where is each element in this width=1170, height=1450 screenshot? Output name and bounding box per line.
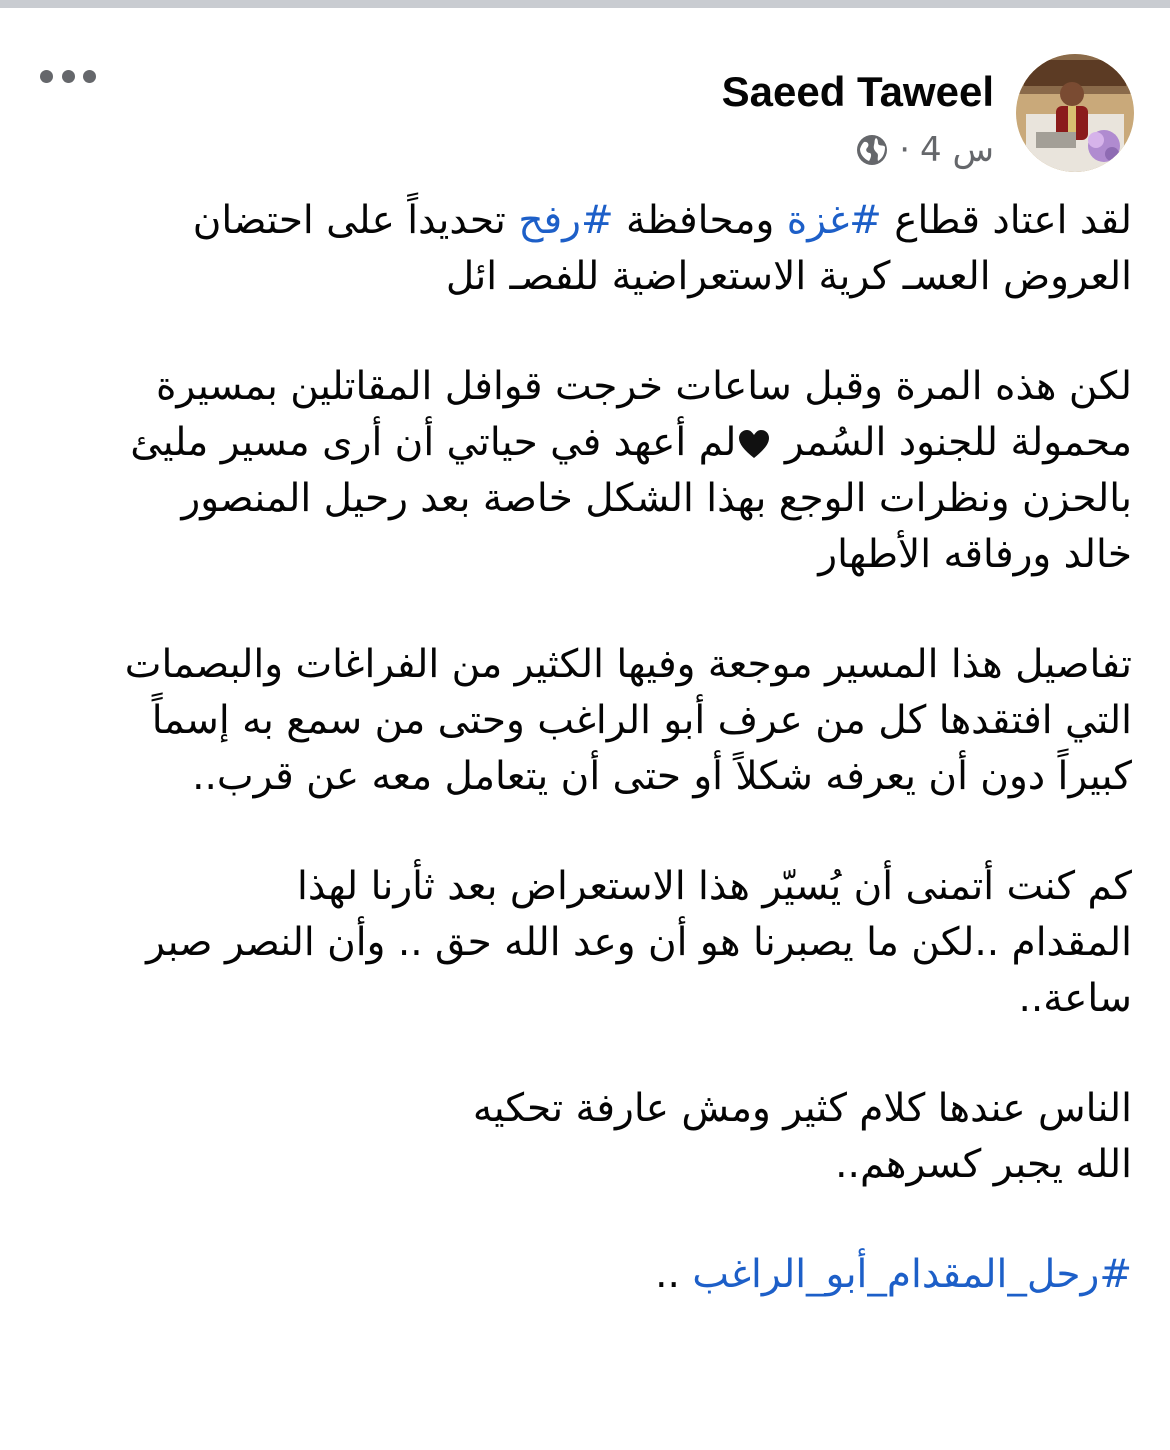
post-header [34, 54, 1134, 179]
top-divider [0, 0, 1170, 8]
text-line: لكن هذه المرة وقبل ساعات خرجت قوافل المقاتلين بمسيرة [155, 364, 1132, 409]
meta-separator: · [899, 130, 911, 170]
text-segment: محمولة للجنود السُمر [772, 420, 1132, 465]
paragraph [32, 637, 1132, 805]
paragraph [32, 859, 1132, 1027]
text-line: تفاصيل هذا المسير موجعة وفيها الكثير من الفراغات والبصمات [124, 642, 1132, 687]
text-line: الناس عندها كلام كثير ومش عارفة تحكيه [472, 1086, 1132, 1131]
text-line [32, 415, 1132, 471]
hashtag-link[interactable]: #رفح [518, 198, 614, 243]
text-line: خالد ورفاقه الأطهار [818, 532, 1132, 577]
text-segment: .. [655, 1252, 693, 1297]
text-line: بالحزن ونظرات الوجع بهذا الشكل خاصة بعد رحيل المنصور [181, 476, 1132, 521]
facebook-post [0, 8, 1170, 1450]
globe-icon[interactable] [855, 133, 889, 167]
text-line [32, 193, 1132, 249]
footer-hashtag-line [32, 1247, 1132, 1303]
paragraph [32, 1081, 1132, 1193]
post-meta [855, 130, 994, 170]
text-line: المقدام ..لكن ما يصبرنا هو أن وعد الله حق .. وأن النصر صبر [146, 920, 1132, 965]
hashtag-link[interactable]: #رحل_المقدام_أبو_الراغب [692, 1252, 1132, 1297]
avatar-photo-icon [1016, 54, 1134, 172]
text-line: التي افتقدها كل من عرف أبو الراغب وحتى من سمع به إسماً [151, 698, 1132, 743]
post-time[interactable]: 4 س [920, 130, 994, 170]
text-line: الله يجبر كسرهم.. [835, 1142, 1132, 1187]
text-segment: ومحافظة [613, 198, 787, 243]
text-segment: لقد اعتاد قطاع [881, 198, 1132, 243]
avatar[interactable] [1016, 54, 1134, 172]
post-body [32, 193, 1132, 1303]
paragraph [32, 359, 1132, 583]
black-heart-icon [738, 419, 770, 449]
text-line: كم كنت أتمنى أن يُسيّر هذا الاستعراض بعد ثأرنا لهذا [297, 864, 1132, 909]
text-line: ساعة.. [1018, 976, 1132, 1021]
author-name[interactable]: Saeed Taweel [721, 68, 994, 115]
paragraph [32, 193, 1132, 305]
text-line: كبيراً دون أن يعرفه شكلاً أو حتى أن يتعامل معه عن قرب.. [192, 754, 1132, 799]
text-line: العروض العسـ كرية الاستعراضية للفصـ ائل [445, 254, 1132, 299]
hashtag-link[interactable]: #غزة [786, 198, 882, 243]
text-segment: لم أعهد في حياتي أن أرى مسير مليئ [130, 420, 737, 465]
text-segment: تحديداً على احتضان [192, 198, 519, 243]
